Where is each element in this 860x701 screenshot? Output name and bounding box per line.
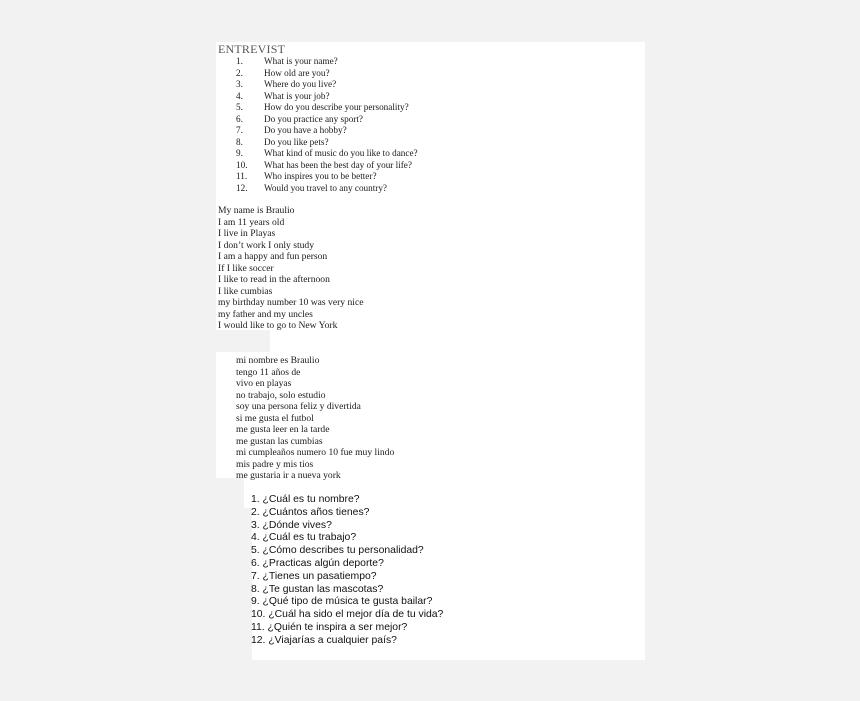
question-item: 6. ¿Practicas algún deporte?: [251, 557, 384, 569]
page-cutout: [216, 508, 252, 660]
question-number: 11.: [236, 171, 248, 181]
answer-line: I am 11 years old: [218, 216, 285, 228]
answer-line: mi nombre es Braulio: [236, 355, 320, 366]
question-number: 10.: [236, 159, 248, 170]
answer-line: me gustan las cumbias: [236, 435, 323, 447]
question-number: 3.: [236, 79, 243, 89]
answer-line: I live in Playas: [218, 228, 276, 239]
question-number: 9.: [236, 148, 243, 158]
answer-line: mis padre y mis tios: [236, 458, 314, 470]
question-item: 2. ¿Cuántos años tienes?: [251, 506, 370, 518]
question-text: Do you practice any sport?: [264, 113, 363, 124]
question-item: 9. ¿Qué tipo de música te gusta bailar?: [251, 596, 433, 608]
spanish-answers: [236, 355, 394, 482]
answer-line: If I like soccer: [218, 262, 274, 274]
answer-line: My name is Braulio: [218, 205, 295, 216]
question-item: 12. ¿Viajarías a cualquier país?: [251, 634, 397, 646]
question-item: 7. ¿Tienes un pasatiempo?: [251, 570, 377, 582]
question-text: What is your name?: [264, 56, 338, 66]
question-number: 2.: [236, 67, 243, 78]
question-number: 5.: [236, 102, 243, 112]
question-text: What is your job?: [264, 90, 330, 101]
page-cutout: [216, 330, 270, 352]
question-item: 1. ¿Cuál es tu nombre?: [251, 494, 360, 505]
spanish-question-list: [251, 494, 443, 648]
question-text: How do you describe your personality?: [264, 102, 409, 112]
answer-line: me gusta leer en la tarde: [236, 424, 330, 435]
answer-line: tengo 11 años de: [236, 366, 301, 378]
question-text: What kind of music do you like to dance?: [264, 148, 418, 158]
answer-line: my father and my uncles: [218, 308, 313, 320]
answer-line: my birthday number 10 was very nice: [218, 297, 364, 308]
answer-line: mi cumpleaños numero 10 fue muy lindo: [236, 447, 395, 458]
question-number: 1.: [236, 56, 243, 66]
answer-line: soy una persona feliz y divertida: [236, 401, 361, 412]
answer-line: I don’t work I only study: [218, 239, 315, 251]
question-text: Do you have a hobby?: [264, 125, 347, 135]
answer-line: me gustaria ir a nueva york: [236, 470, 341, 481]
question-number: 8.: [236, 136, 243, 147]
question-item: 11. ¿Quién te inspira a ser mejor?: [251, 621, 408, 633]
page-cutout: [216, 478, 244, 508]
answer-line: I would like to go to New York: [218, 320, 338, 331]
answer-line: vivo en playas: [236, 378, 292, 389]
question-number: 12.: [236, 182, 248, 193]
question-item: 8. ¿Te gustan las mascotas?: [251, 583, 384, 595]
english-answers: [218, 205, 363, 332]
question-text: Who inspires you to be better?: [264, 171, 377, 181]
question-text: Do you like pets?: [264, 136, 329, 147]
answer-line: I like to read in the afternoon: [218, 274, 330, 285]
question-text: Where do you live?: [264, 79, 337, 89]
question-number: 6.: [236, 113, 243, 124]
question-number: 7.: [236, 125, 243, 135]
document-title: ENTREVIST: [218, 42, 286, 56]
question-text: What has been the best day of your life?: [264, 159, 412, 170]
question-item: 3. ¿Dónde vives?: [251, 519, 332, 531]
answer-line: si me gusta el futbol: [236, 412, 314, 424]
question-text: How old are you?: [264, 67, 330, 78]
question-item: 10. ¿Cuál ha sido el mejor día de tu vida?: [251, 609, 444, 621]
question-number: 4.: [236, 90, 243, 101]
question-item: 4. ¿Cuál es tu trabajo?: [251, 532, 357, 544]
question-item: 5. ¿Cómo describes tu personalidad?: [251, 545, 424, 557]
answer-line: no trabajo, solo estudio: [236, 389, 326, 401]
answer-line: I like cumbias: [218, 285, 273, 297]
question-text: Would you travel to any country?: [264, 182, 388, 193]
answer-line: I am a happy and fun person: [218, 251, 328, 262]
